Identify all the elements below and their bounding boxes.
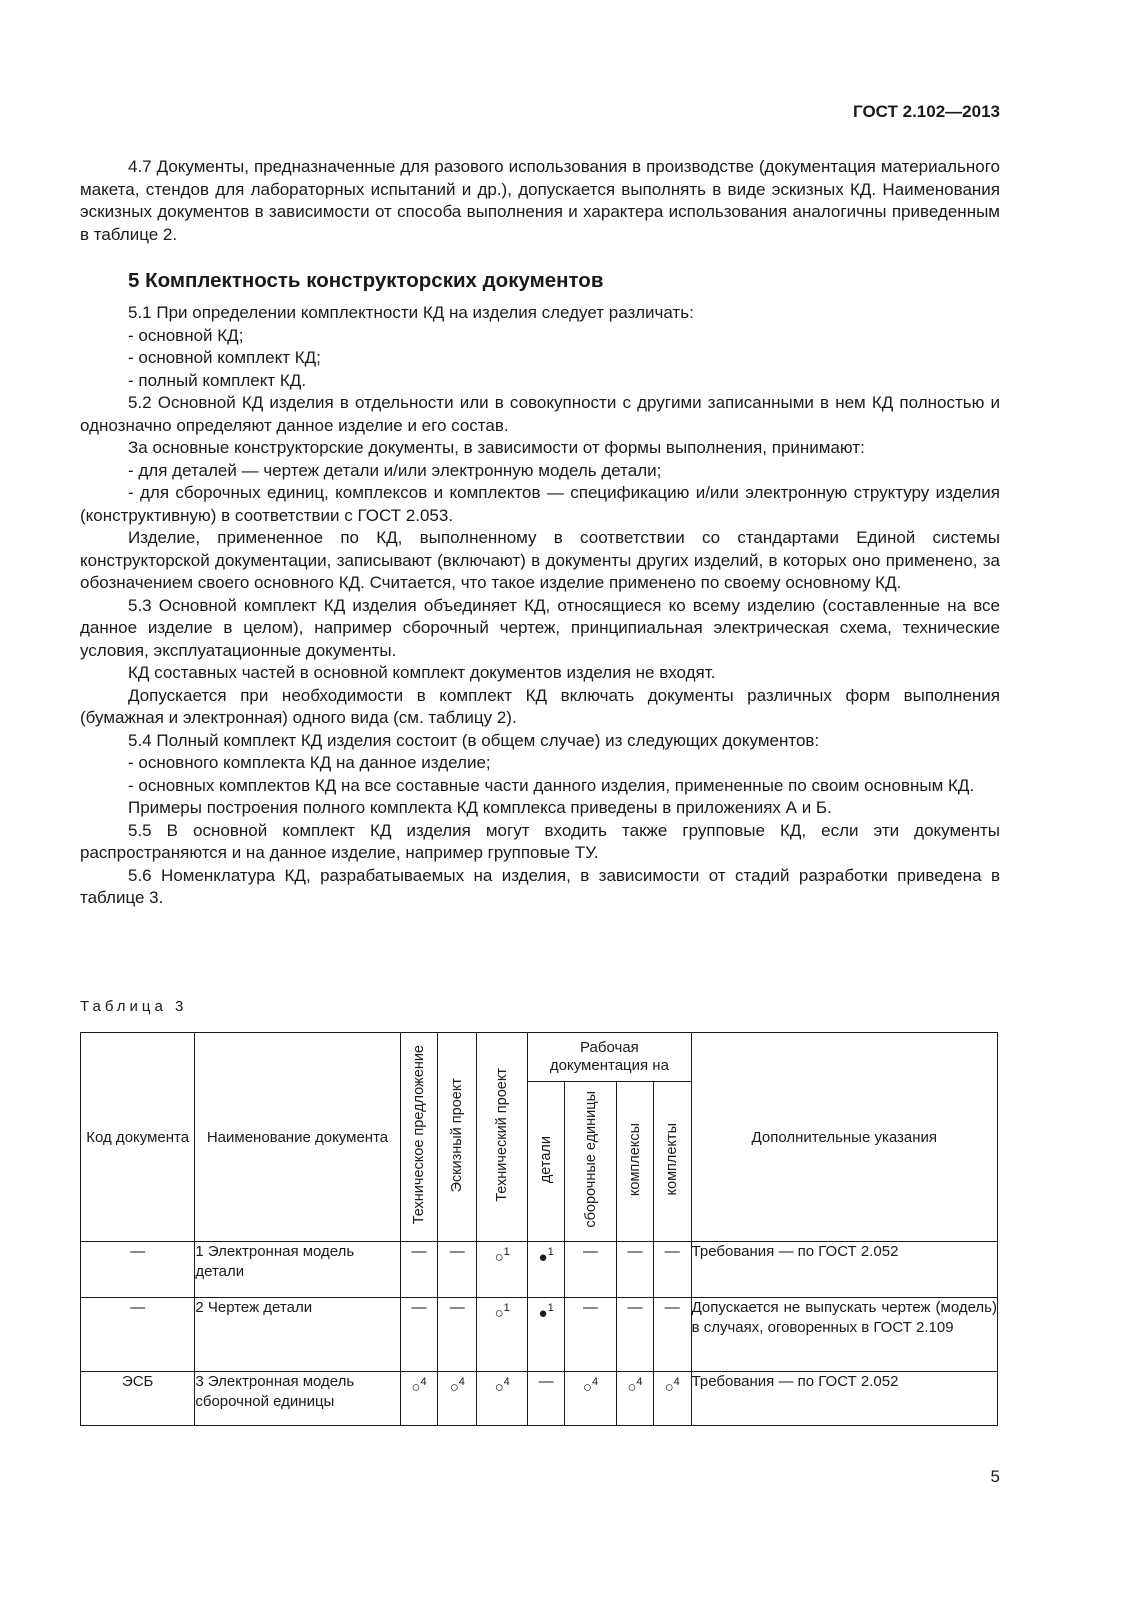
paragraph-5-5: 5.5 В основной комплект КД изделия могут входить также групповые КД, если эти документы распространяются и на данное изделие, например групповые ТУ. [80,820,1000,862]
cell-code: ЭСБ [81,1372,195,1426]
cell-tech-project [477,1242,528,1298]
list-item: - для деталей — чертеж детали и/или электронную модель детали; [128,460,662,480]
header-tech-project [477,1033,528,1242]
paragraph-5-3: 5.3 Основной комплект КД изделия объединяет КД, относящиеся ко всему изделию (составленные на все данное изделие в целом), например сборочный чертеж, принципиальная электрическая схема, технические условия, эксплуатационные документы. [80,595,1000,660]
header-working-docs: Рабочая документация на [528,1033,691,1082]
header-code: Код документа [81,1033,195,1242]
cell-name: 3 Электронная модель сборочной единицы [195,1372,400,1426]
list-item: - основных комплектов КД на все составные части данного изделия, примененные по своим основным КД. [128,775,975,795]
cell-details [528,1298,565,1372]
footnote-ref: 4 [503,1376,510,1388]
header-details-label: детали [538,1135,555,1184]
standard-header: ГОСТ 2.102—2013 [853,102,1000,121]
cell-tech-proposal: — [400,1242,438,1298]
footnote-ref: 4 [420,1376,427,1388]
list-item: - основной комплект КД; [128,348,321,367]
table-3 [80,1032,998,1426]
footnote-ref: 1 [503,1302,510,1314]
header-tech-proposal-label: Техническое предложение [411,1045,427,1225]
cell-name: 1 Электронная модель детали [195,1242,400,1298]
cell-notes: Требования — по ГОСТ 2.052 [691,1242,997,1298]
list-item: - для сборочных единиц, комплексов и комплектов — спецификацию и/или электронную структуру изделия (конструктивную) в соответствии с ГОСТ 2.053. [80,483,1000,525]
footnote-ref: 4 [636,1376,643,1388]
cell-complexes [617,1372,654,1426]
table-caption: Таблица 3 [80,998,188,1015]
footnote-ref: 4 [458,1376,465,1388]
paragraph: Изделие, примененное по КД, выполненному в соответствии со стандартами Единой системы конструкторской документации, записывают (включают) в документы других изделий, в которых оно применено, за обозначением своего основного КД. Считается, что такое изделие применено по своему основному КД. [80,528,1000,592]
open-circle-mark: ○ [494,1305,504,1322]
cell-details: — [528,1372,565,1426]
page-number: 5 [990,1467,1000,1486]
table-row [81,1242,998,1298]
paragraph-5-1: 5.1 При определении комплектности КД на изделия следует различать: [128,303,694,322]
header-assembly [564,1082,616,1242]
paragraph-5-2: 5.2 Основной КД изделия в отдельности или в совокупности с другими записанными в нем КД полностью и однозначно определяют данное изделие и его состав. [80,393,1000,435]
open-circle-mark: ○ [627,1379,637,1396]
header-complexes-label: комплексы [626,1122,643,1197]
paragraph: Допускается при необходимости в комплект КД включать документы различных форм выполнения (бумажная и электронная) одного вида (см. таблицу 2). [80,685,1000,727]
cell-notes: Допускается не выпускать чертеж (модель) в случаях, оговоренных в ГОСТ 2.109 [691,1298,997,1372]
cell-sketch: — [438,1298,477,1372]
paragraph-5-4: 5.4 Полный комплект КД изделия состоит (в общем случае) из следующих документов: [128,730,820,750]
cell-assembly [564,1372,616,1426]
cell-code: — [81,1242,195,1298]
header-notes: Дополнительные указания [691,1033,997,1242]
open-circle-mark: ○ [411,1379,421,1396]
filled-circle-mark: ● [538,1305,548,1322]
cell-code: — [81,1298,195,1372]
cell-sketch: — [438,1242,477,1298]
cell-assembly: — [564,1298,616,1372]
open-circle-mark: ○ [582,1379,592,1396]
paragraph: За основные конструкторские документы, в зависимости от формы выполнения, принимают: [128,438,865,457]
footnote-ref: 1 [547,1246,554,1258]
footnote-ref: 1 [503,1246,510,1258]
open-circle-mark: ○ [494,1379,504,1396]
paragraph-5-6: 5.6 Номенклатура КД, разрабатываемых на изделия, в зависимости от стадий разработки приведена в таблице 3. [80,865,1000,907]
header-kits-label: комплекты [664,1123,681,1196]
table-row [81,1372,998,1426]
open-circle-mark: ○ [449,1379,459,1396]
header-kits [653,1082,691,1242]
header-details [528,1082,565,1242]
table-row [81,1298,998,1372]
cell-tech-project [477,1298,528,1372]
list-item: - основной КД; [128,325,244,345]
footnote-ref: 4 [673,1376,680,1388]
cell-kits [653,1372,691,1426]
cell-complexes: — [617,1242,654,1298]
cell-sketch [438,1372,477,1426]
cell-details [528,1242,565,1298]
cell-name: 2 Чертеж детали [195,1298,400,1372]
header-complexes [617,1082,654,1242]
paragraph: КД составных частей в основной комплект документов изделия не входят. [128,663,716,682]
header-sketch-project-label: Эскизный проект [449,1077,466,1193]
cell-notes: Требования — по ГОСТ 2.052 [691,1372,997,1426]
footnote-ref: 1 [547,1302,554,1314]
document-body [80,156,1000,910]
filled-circle-mark: ● [538,1249,548,1266]
footnote-ref: 4 [591,1376,599,1388]
list-item: - основного комплекта КД на данное изделие; [128,753,491,772]
header-assembly-label: сборочные единицы [582,1091,599,1228]
cell-kits: — [653,1242,691,1298]
open-circle-mark: ○ [494,1249,504,1266]
list-item: - полный комплект КД. [128,370,307,390]
paragraph-4-7: 4.7 Документы, предназначенные для разового использования в производстве (документация материального макета, стендов для лабораторных испытаний и др.), допускается выполнять в виде эскизных КД. Наименования эскизных документов в зависимости от способа выполнения и характера использования аналогичны приведенным в таблице 2. [80,157,1000,244]
cell-complexes: — [617,1298,654,1372]
cell-tech-proposal [400,1372,438,1426]
header-tech-project-label: Технический проект [494,1068,511,1202]
cell-kits: — [653,1298,691,1372]
open-circle-mark: ○ [664,1379,674,1396]
section-5-heading: 5 Комплектность конструкторских документов [128,269,604,292]
header-tech-proposal [400,1033,438,1242]
cell-assembly: — [564,1242,616,1298]
paragraph: Примеры построения полного комплекта КД комплекса приведены в приложениях А и Б. [128,798,832,817]
cell-tech-project [477,1372,528,1426]
cell-tech-proposal: — [400,1298,438,1372]
header-sketch-project [438,1033,477,1242]
header-name: Наименование документа [195,1033,400,1242]
